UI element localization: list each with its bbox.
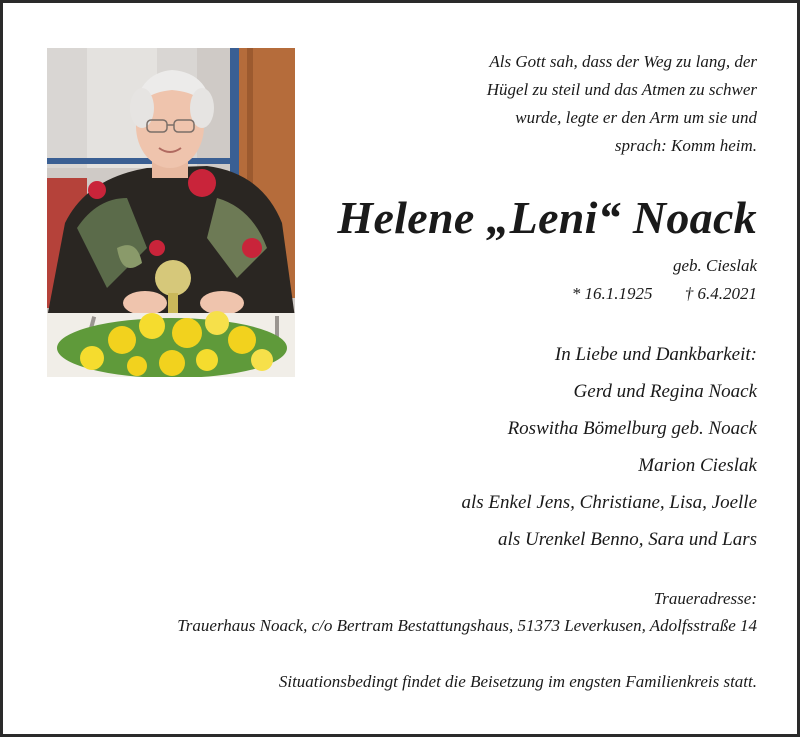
portrait-photo: [47, 48, 295, 377]
mourner-line: als Enkel Jens, Christiane, Lisa, Joelle: [461, 492, 757, 513]
farewell-poem: [383, 48, 757, 160]
poem-line: Hügel zu steil und das Atmen zu schwer: [486, 80, 757, 99]
birth-date: * 16.1.1925: [571, 284, 653, 303]
funeral-notice: Situationsbedingt findet die Beisetzung im engsten Familienkreis statt.: [278, 672, 757, 691]
poem-line: sprach: Komm heim.: [614, 136, 757, 155]
death-date: † 6.4.2021: [684, 284, 757, 303]
mourners-list: [333, 340, 757, 562]
life-dates: [453, 284, 757, 304]
poem-line: Als Gott sah, dass der Weg zu lang, der: [489, 52, 757, 71]
mourner-line: als Urenkel Benno, Sara und Lars: [498, 529, 757, 550]
mourner-line: Gerd und Regina Noack: [573, 381, 757, 402]
mourner-line: Marion Cieslak: [638, 455, 757, 476]
mourning-address: Trauerhaus Noack, c/o Bertram Bestattungshaus, 51373 Leverkusen, Adolfsstraße 14: [177, 616, 757, 635]
deceased-name: Helene „Leni“ Noack: [337, 192, 757, 243]
mourner-line: In Liebe und Dankbarkeit:: [554, 344, 757, 365]
mourner-line: Roswitha Bömelburg geb. Noack: [507, 418, 757, 439]
maiden-name: geb. Cieslak: [672, 256, 757, 275]
poem-line: wurde, legte er den Arm um sie und: [515, 108, 757, 127]
address-label: Traueradresse:: [653, 589, 757, 608]
